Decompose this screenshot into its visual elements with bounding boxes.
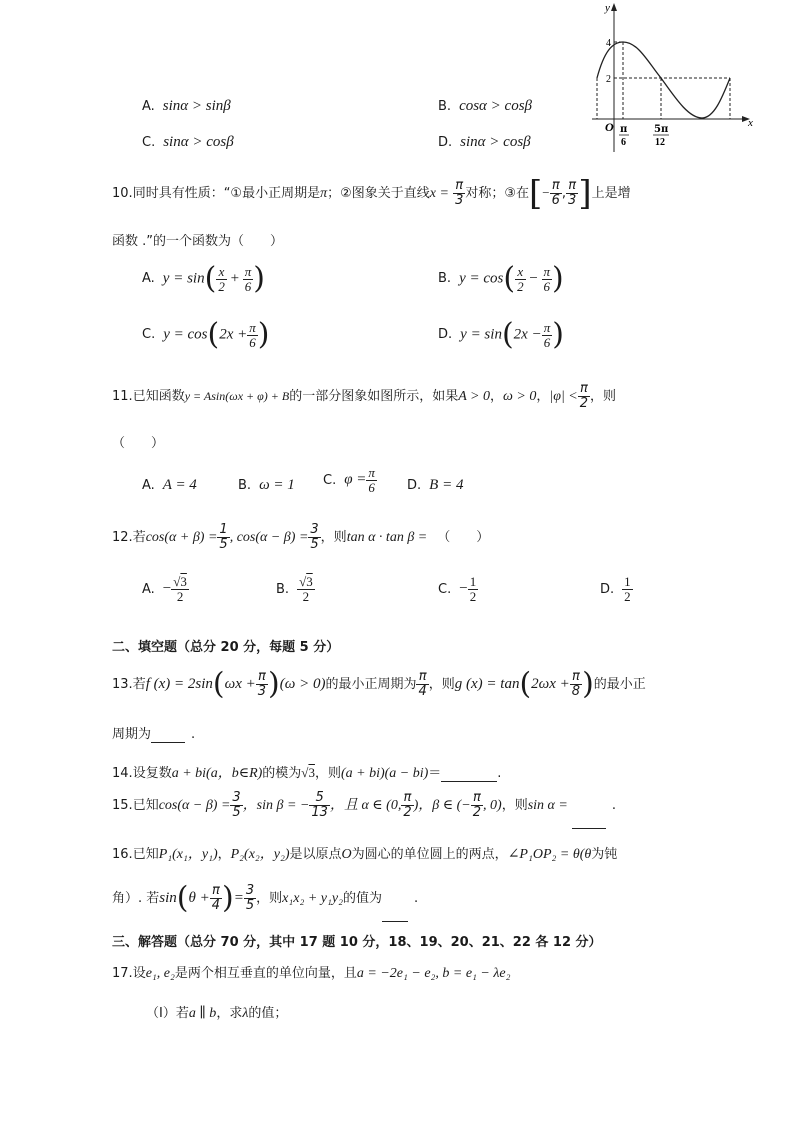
option-text: cosα > cosβ [459, 98, 533, 114]
q11-option-a[interactable]: A. A = 4 [142, 477, 197, 493]
q17-part1: （Ⅰ）若a ∥ b，求λ的值； [146, 1006, 288, 1021]
q16-stem: 16.已知P₁(x₁，y₁)，P₂(x₂，y₂)是以原点O为圆心的单位圆上的两点，∠P₁OP₂ = θ(θ为钝 [112, 847, 618, 862]
answer-blank[interactable] [441, 766, 497, 782]
q12-stem: 12.若cos(α + β) = $\frac{1}{5}$ , cos(α − β) = $\frac{3}{5}$ ，则tan α · tan β = （ ） [112, 522, 490, 552]
q10-option-c[interactable]: C. y = cos(2x + $\frac{\pi}{6}$ ) [142, 317, 270, 352]
option-label: B. [438, 99, 452, 114]
q12-option-d[interactable]: D. $\frac{1}{2}$ [600, 574, 631, 604]
answer-blank[interactable] [572, 784, 606, 829]
answer-blank[interactable] [151, 727, 185, 743]
q9-option-d[interactable] [438, 134, 531, 151]
q10-number: 10. [112, 186, 133, 201]
section-answer-title: 三、解答题（总分 70 分，其中 17 题 10 分，18、19、20、21、22 各 12 分） [112, 935, 602, 950]
option-label: A. [142, 99, 155, 114]
q10-option-b[interactable]: B. y = cos( $\frac{x}{2}$ − $\frac{\pi}{6}$ ) [438, 261, 564, 296]
origin-label: O [605, 120, 614, 134]
q12-option-a[interactable]: A. − $\frac{√3}{2}$ [142, 574, 187, 604]
q13-stem: 13.若f (x) = 2sin(ωx + $\frac{\pi}{3}$ )(ω > 0)的最小正周期为 $\frac{\pi}{4}$ ，则g (x) = tan(2ωx + $\frac{\pi}{8}$ )的最小正 [112, 666, 646, 702]
q10-option-d[interactable]: D. y = sin(2x − $\frac{\pi}{6}$ ) [438, 317, 564, 352]
option-text: sinα > sinβ [162, 98, 231, 114]
q17-stem: 17.设e₁, e₂是两个相互垂直的单位向量，且a = −2e₁ − e₂, b = e₁ − λe₂ [112, 966, 511, 981]
sine-curve [597, 42, 730, 118]
x-tick-pi-6-den: 6 [621, 137, 626, 148]
q11-option-c[interactable]: C. φ = $\frac{\pi}{6}$ [323, 465, 375, 495]
x-axis-label: x [748, 117, 753, 129]
x-tick-pi-6-num: π [620, 124, 628, 135]
q9-option-c[interactable] [142, 134, 234, 151]
y-axis-label: y [605, 2, 610, 14]
option-text: sinα > cosβ [460, 134, 531, 150]
option-text: sinα > cosβ [163, 134, 234, 150]
q11-answer-paren: （ ） [112, 436, 165, 451]
answer-blank[interactable] [382, 877, 408, 922]
q13-stem-line2: 周期为 . [112, 727, 196, 742]
q11-stem: 11.已知函数y = Asin(ωx + φ) + B的一部分图象如图所示，如果A > 0，ω > 0，|φ| < $\frac{\pi}{2}$ ，则 [112, 381, 617, 411]
x-tick-5pi-12-num: 5π [654, 124, 669, 135]
q15-stem: 15.已知cos(α − β) = $\frac{3}{5}$ ，sin β = − $\frac{5}{13}$ ，且 α ∈ (0, $\frac{\pi}{2}$ )，β ∈ (− $\frac{\pi}{2}$ , 0)，则sin α = . [112, 784, 616, 828]
x-tick-5pi-12-den: 12 [655, 137, 665, 148]
q10-option-a[interactable]: A. y = sin( $\frac{x}{2}$ + $\frac{\pi}{6}$ ) [142, 261, 266, 296]
q9-option-b[interactable] [438, 98, 532, 115]
y-axis-arrow-icon [611, 3, 617, 11]
q11-option-d[interactable]: D. B = 4 [407, 477, 464, 493]
q12-option-b[interactable]: B. $\frac{√3}{2}$ [276, 574, 313, 604]
q10-stem: 10.同时具有性质：“①最小正周期是π；②图象关于直线x = $\frac{\pi}{3}$ 对称；③在[− $\frac{\pi}{6}$ , $\frac{\pi}{3}$ ]上是增 [112, 173, 631, 214]
q14-stem: 14.设复数a + bi(a，b∈R)的模为√3，则(a + bi)(a − bi)＝ . [112, 765, 502, 781]
q12-option-c[interactable]: C. − $\frac{1}{2}$ [438, 574, 477, 604]
section-fill-in-title: 二、填空题（总分 20 分，每题 5 分） [112, 640, 340, 655]
y-tick-4: 4 [606, 38, 611, 49]
option-label: D. [438, 135, 453, 150]
option-label: C. [142, 135, 156, 150]
function-graph [590, 0, 760, 155]
q11-option-b[interactable]: B. ω = 1 [238, 477, 295, 493]
q10-stem-line2: 函数 .”的一个函数为（ ） [112, 234, 283, 249]
y-tick-2: 2 [606, 74, 611, 85]
q9-option-a[interactable] [142, 98, 231, 115]
q16-stem-line2: 角）. 若sin(θ + $\frac{\pi}{4}$ )= $\frac{3}{5}$ ，则x₁x₂ + y₁y₂的值为 . [112, 876, 418, 920]
